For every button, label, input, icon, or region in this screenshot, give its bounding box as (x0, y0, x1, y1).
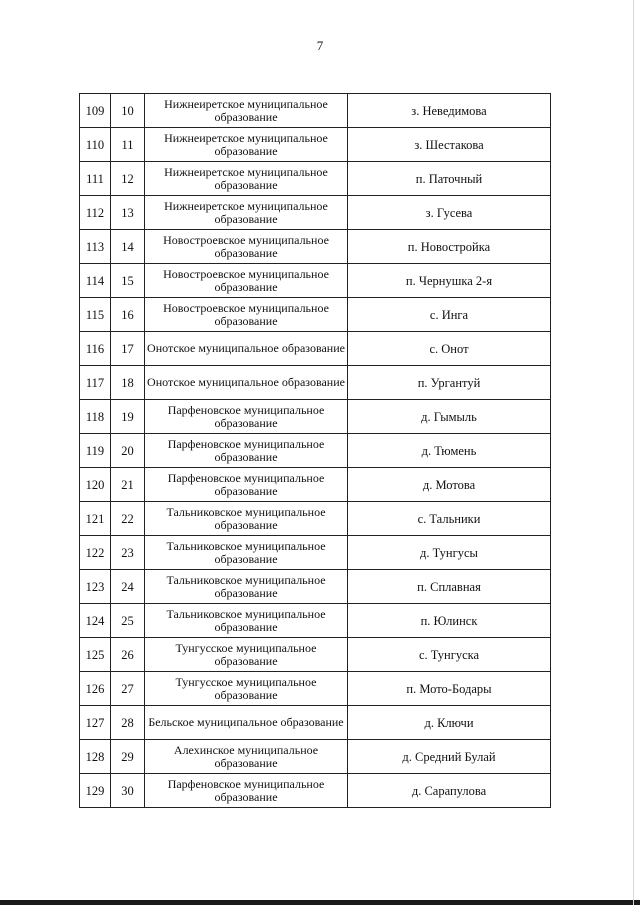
municipality-name: Бельское муниципальное образование (148, 715, 344, 729)
municipality-cell (145, 638, 348, 672)
local-number-cell: 23 (111, 536, 145, 570)
local-number-cell: 10 (111, 94, 145, 128)
settlement-cell: п. Новостройка (348, 230, 551, 264)
municipality-name: Новостроевское муниципальное образование (163, 266, 329, 294)
global-number-cell: 109 (80, 94, 111, 128)
table-row (80, 740, 551, 774)
local-number-cell: 16 (111, 298, 145, 332)
municipality-cell (145, 230, 348, 264)
municipality-cell (145, 468, 348, 502)
settlement-cell: с. Тальники (348, 502, 551, 536)
settlement-cell: п. Паточный (348, 162, 551, 196)
settlement-cell: д. Ключи (348, 706, 551, 740)
global-number-cell: 121 (80, 502, 111, 536)
local-number-cell: 20 (111, 434, 145, 468)
settlement-cell: д. Средний Булай (348, 740, 551, 774)
table-row (80, 604, 551, 638)
global-number-cell: 122 (80, 536, 111, 570)
local-number-cell: 19 (111, 400, 145, 434)
municipality-cell (145, 604, 348, 638)
table-row (80, 570, 551, 604)
table-row (80, 434, 551, 468)
municipality-cell (145, 434, 348, 468)
table-row (80, 332, 551, 366)
local-number-cell: 18 (111, 366, 145, 400)
municipality-name: Парфеновское муниципальное образование (167, 776, 325, 804)
municipality-name: Тальниковское муниципальное образование (166, 572, 326, 600)
municipality-cell (145, 332, 348, 366)
municipality-cell (145, 366, 348, 400)
municipality-name: Тунгусское муниципальное образование (175, 640, 317, 668)
settlement-cell: п. Юлинск (348, 604, 551, 638)
global-number-cell: 113 (80, 230, 111, 264)
table-row (80, 502, 551, 536)
municipality-cell (145, 400, 348, 434)
municipality-name: Нижнеиретское муниципальное образование (164, 96, 328, 124)
scan-right-edge (633, 0, 634, 905)
scan-bottom-edge (0, 900, 640, 905)
municipality-cell (145, 298, 348, 332)
global-number-cell: 112 (80, 196, 111, 230)
settlement-cell: з. Неведимова (348, 94, 551, 128)
settlement-cell: п. Чернушка 2-я (348, 264, 551, 298)
table-row (80, 638, 551, 672)
global-number-cell: 114 (80, 264, 111, 298)
settlement-cell: д. Тунгусы (348, 536, 551, 570)
settlement-cell: з. Шестакова (348, 128, 551, 162)
settlement-cell: д. Гымыль (348, 400, 551, 434)
settlement-cell: д. Сарапулова (348, 774, 551, 808)
settlement-cell: с. Инга (348, 298, 551, 332)
local-number-cell: 21 (111, 468, 145, 502)
table-row (80, 468, 551, 502)
table-row (80, 94, 551, 128)
global-number-cell: 124 (80, 604, 111, 638)
global-number-cell: 117 (80, 366, 111, 400)
table-row (80, 128, 551, 162)
global-number-cell: 115 (80, 298, 111, 332)
settlement-cell: д. Тюмень (348, 434, 551, 468)
municipality-name: Парфеновское муниципальное образование (167, 436, 325, 464)
table-row (80, 230, 551, 264)
municipality-name: Нижнеиретское муниципальное образование (164, 130, 328, 158)
table-row (80, 672, 551, 706)
municipality-name: Парфеновское муниципальное образование (167, 470, 325, 498)
table-row (80, 400, 551, 434)
municipality-name: Тальниковское муниципальное образование (166, 538, 326, 566)
municipality-cell (145, 774, 348, 808)
global-number-cell: 120 (80, 468, 111, 502)
municipality-name: Нижнеиретское муниципальное образование (164, 198, 328, 226)
local-number-cell: 28 (111, 706, 145, 740)
municipality-cell (145, 196, 348, 230)
municipality-cell (145, 570, 348, 604)
global-number-cell: 127 (80, 706, 111, 740)
local-number-cell: 25 (111, 604, 145, 638)
table-row (80, 706, 551, 740)
local-number-cell: 26 (111, 638, 145, 672)
municipality-cell (145, 672, 348, 706)
municipality-name: Новостроевское муниципальное образование (163, 232, 329, 260)
settlement-cell: п. Ургантуй (348, 366, 551, 400)
settlement-cell: с. Онот (348, 332, 551, 366)
local-number-cell: 17 (111, 332, 145, 366)
global-number-cell: 128 (80, 740, 111, 774)
municipality-name: Новостроевское муниципальное образование (163, 300, 329, 328)
global-number-cell: 119 (80, 434, 111, 468)
settlements-table-body (80, 94, 551, 808)
municipality-cell (145, 740, 348, 774)
global-number-cell: 123 (80, 570, 111, 604)
local-number-cell: 11 (111, 128, 145, 162)
settlement-cell: п. Мото-Бодары (348, 672, 551, 706)
municipality-name: Парфеновское муниципальное образование (167, 402, 325, 430)
municipality-name: Тальниковское муниципальное образование (166, 606, 326, 634)
municipality-name: Тунгусское муниципальное образование (175, 674, 317, 702)
municipality-name: Алехинское муниципальное образование (173, 742, 319, 770)
municipality-cell (145, 128, 348, 162)
local-number-cell: 14 (111, 230, 145, 264)
table-row (80, 298, 551, 332)
municipality-name: Нижнеиретское муниципальное образование (164, 164, 328, 192)
settlement-cell: з. Гусева (348, 196, 551, 230)
municipality-name: Тальниковское муниципальное образование (166, 504, 326, 532)
municipality-cell (145, 502, 348, 536)
global-number-cell: 129 (80, 774, 111, 808)
global-number-cell: 116 (80, 332, 111, 366)
global-number-cell: 111 (80, 162, 111, 196)
local-number-cell: 22 (111, 502, 145, 536)
municipality-cell (145, 94, 348, 128)
global-number-cell: 126 (80, 672, 111, 706)
page-number: 7 (316, 38, 324, 53)
municipality-name: Онотское муниципальное образование (147, 375, 345, 389)
table-row (80, 264, 551, 298)
table-row (80, 774, 551, 808)
table-row (80, 162, 551, 196)
municipality-cell (145, 536, 348, 570)
settlement-cell: п. Сплавная (348, 570, 551, 604)
global-number-cell: 118 (80, 400, 111, 434)
local-number-cell: 29 (111, 740, 145, 774)
municipality-cell (145, 706, 348, 740)
global-number-cell: 110 (80, 128, 111, 162)
municipality-name: Онотское муниципальное образование (147, 341, 345, 355)
table-row (80, 196, 551, 230)
municipality-cell (145, 162, 348, 196)
table-row (80, 366, 551, 400)
local-number-cell: 24 (111, 570, 145, 604)
settlement-cell: с. Тунгуска (348, 638, 551, 672)
local-number-cell: 15 (111, 264, 145, 298)
settlements-table (79, 93, 551, 808)
table-row (80, 536, 551, 570)
local-number-cell: 13 (111, 196, 145, 230)
global-number-cell: 125 (80, 638, 111, 672)
local-number-cell: 30 (111, 774, 145, 808)
settlement-cell: д. Мотова (348, 468, 551, 502)
municipality-cell (145, 264, 348, 298)
local-number-cell: 12 (111, 162, 145, 196)
local-number-cell: 27 (111, 672, 145, 706)
